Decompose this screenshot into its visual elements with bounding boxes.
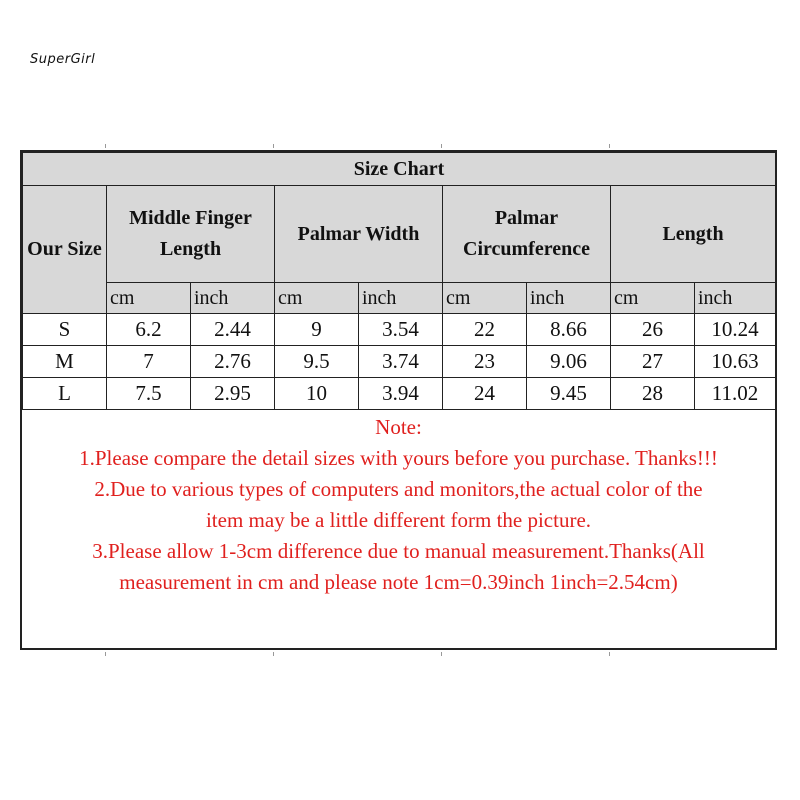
grid-tick (609, 144, 610, 148)
notes-block (22, 412, 775, 598)
note-line: 1.Please compare the detail sizes with yours before you purchase. Thanks!!! (79, 446, 718, 470)
size-label: S (23, 314, 107, 346)
table-cell: 3.94 (359, 378, 443, 410)
table-cell: 2.44 (191, 314, 275, 346)
table-cell: 6.2 (107, 314, 191, 346)
group-header-middle-finger-length: Middle Finger Length (107, 186, 275, 283)
group-header-row (23, 186, 776, 283)
grid-tick (273, 652, 274, 656)
size-column-header: Our Size (23, 186, 107, 314)
table-cell: 24 (443, 378, 527, 410)
group-header-palmar-width: Palmar Width (275, 186, 443, 283)
table-cell: 2.76 (191, 346, 275, 378)
unit-header: cm (443, 283, 527, 314)
table-cell: 11.02 (695, 378, 776, 410)
table-cell: 10.63 (695, 346, 776, 378)
table-cell: 26 (611, 314, 695, 346)
grid-tick (609, 652, 610, 656)
table-cell: 7 (107, 346, 191, 378)
group-header-length: Length (611, 186, 776, 283)
table-cell: 23 (443, 346, 527, 378)
note-line: 3.Please allow 1-3cm difference due to manual measurement.Thanks(All (92, 539, 705, 563)
unit-header: cm (611, 283, 695, 314)
size-label: M (23, 346, 107, 378)
table-cell: 8.66 (527, 314, 611, 346)
unit-header: inch (359, 283, 443, 314)
note-line: item may be a little different form the picture. (205, 508, 592, 532)
table-row (23, 314, 776, 346)
table-cell: 9.5 (275, 346, 359, 378)
table-cell: 3.54 (359, 314, 443, 346)
table-row (23, 378, 776, 410)
unit-header: inch (695, 283, 776, 314)
unit-header-row (23, 283, 776, 314)
table-cell: 3.74 (359, 346, 443, 378)
table-cell: 28 (611, 378, 695, 410)
grid-tick (105, 144, 106, 148)
grid-tick (441, 652, 442, 656)
table-cell: 9 (275, 314, 359, 346)
grid-tick (441, 144, 442, 148)
note-heading: Note: (375, 415, 422, 439)
table-cell: 9.06 (527, 346, 611, 378)
size-chart-table (22, 152, 776, 410)
size-chart-sheet (20, 150, 777, 650)
brand-watermark: SuperGirl (30, 52, 96, 67)
table-cell: 10.24 (695, 314, 776, 346)
table-title: Size Chart (23, 153, 776, 186)
note-line: measurement in cm and please note 1cm=0.39inch 1inch=2.54cm) (119, 570, 678, 594)
unit-header: cm (107, 283, 191, 314)
size-label: L (23, 378, 107, 410)
grid-tick (273, 144, 274, 148)
unit-header: cm (275, 283, 359, 314)
unit-header: inch (527, 283, 611, 314)
title-row (23, 153, 776, 186)
table-cell: 2.95 (191, 378, 275, 410)
table-cell: 27 (611, 346, 695, 378)
group-header-palmar-circumference: Palmar Circumference (443, 186, 611, 283)
table-cell: 9.45 (527, 378, 611, 410)
table-cell: 7.5 (107, 378, 191, 410)
note-line: 2.Due to various types of computers and monitors,the actual color of the (94, 477, 703, 501)
table-cell: 22 (443, 314, 527, 346)
table-row (23, 346, 776, 378)
unit-header: inch (191, 283, 275, 314)
table-cell: 10 (275, 378, 359, 410)
grid-tick (105, 652, 106, 656)
